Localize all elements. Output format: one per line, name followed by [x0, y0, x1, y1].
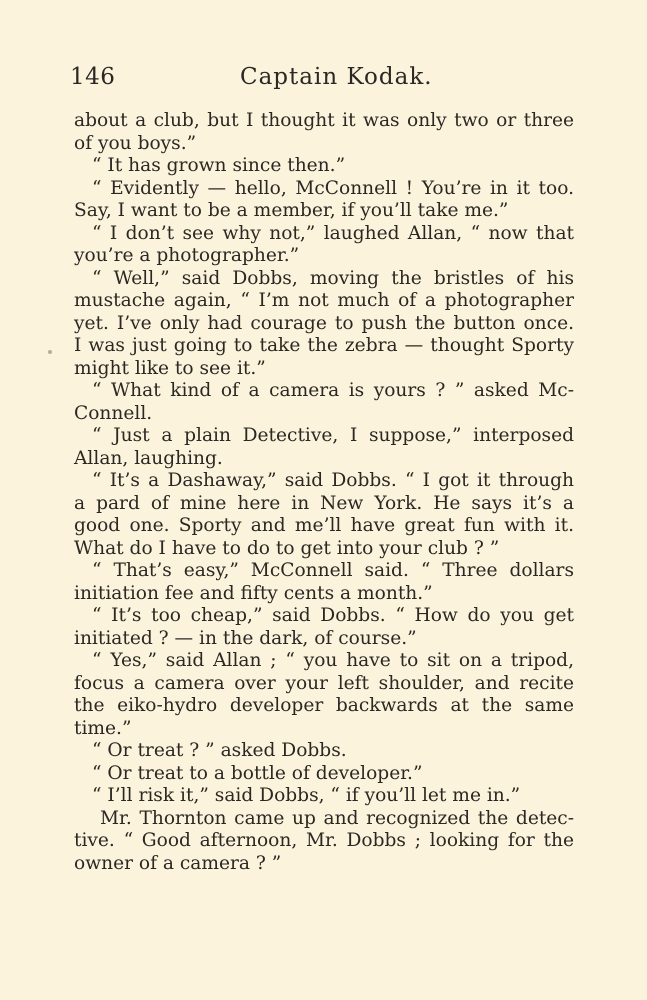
text-line: “ Evidently — hello, McConnell ! You’re in it too.	[92, 177, 574, 199]
text-line: “ I’ll risk it,” said Dobbs, “ if you’ll let me in.”	[92, 785, 521, 806]
text-line: of you boys.”	[74, 132, 197, 154]
text-line: Connell.	[74, 402, 153, 424]
text-line: “ It’s too cheap,” said Dobbs. “ How do you get	[92, 605, 574, 626]
text-line: initiation fee and fifty cents a month.”	[74, 582, 433, 604]
text-line: yet. I’ve only had courage to push the button once.	[74, 312, 574, 334]
text-line: What do I have to do to get into your club ? ”	[74, 537, 500, 559]
text-line: a pard of mine here in New York. He says it’s a	[74, 492, 574, 514]
text-line: initiated ? — in the dark, of course.”	[74, 627, 417, 649]
text-line: focus a camera over your left shoulder, and recite	[74, 672, 574, 694]
text-line: “ What kind of a camera is yours ? ” asked Mc-	[92, 380, 574, 401]
text-line: “ It’s a Dashaway,” said Dobbs. “ I got it through	[92, 470, 574, 491]
text-line: “ Or treat to a bottle of developer.”	[92, 762, 423, 784]
text-line: might like to see it.”	[74, 357, 266, 379]
running-title: Captain Kodak.	[240, 64, 433, 90]
text-line: about a club, but I thought it was only two or three	[74, 110, 574, 131]
text-line: time.”	[74, 717, 132, 739]
text-line: the eiko-hydro developer backwards at the same	[74, 695, 574, 716]
text-line: “ Just a plain Detective, I suppose,” interposed	[92, 425, 574, 446]
text-line: “ That’s easy,” McConnell said. “ Three dollars	[92, 560, 574, 581]
text-line: good one. Sporty and me’ll have great fun with it.	[74, 515, 574, 536]
text-line: “ Yes,” said Allan ; “ you have to sit on a tripod,	[92, 650, 574, 671]
text-line: owner of a camera ? ”	[74, 852, 282, 874]
text-line: you’re a photographer.”	[74, 245, 300, 266]
running-header	[70, 64, 580, 96]
text-line: tive. “ Good afternoon, Mr. Dobbs ; looking for the	[74, 830, 574, 851]
body-text	[74, 110, 574, 875]
text-line: “ It has grown since then.”	[92, 155, 346, 176]
text-line: “ I don’t see why not,” laughed Allan, “ now that	[92, 222, 574, 244]
text-line: “ Well,” said Dobbs, moving the bristles of his	[92, 267, 574, 289]
text-line: mustache again, “ I’m not much of a photographer	[74, 290, 574, 311]
text-line: Allan, laughing.	[74, 447, 223, 469]
text-line: I was just going to take the zebra — thought Sporty	[74, 335, 574, 356]
text-line: “ Or treat ? ” asked Dobbs.	[92, 740, 347, 761]
paper-speck	[48, 350, 52, 354]
text-line: Say, I want to be a member, if you’ll take me.”	[74, 200, 509, 221]
page-number: 146	[70, 64, 116, 90]
text-line: Mr. Thornton came up and recognized the detec-	[100, 807, 574, 829]
